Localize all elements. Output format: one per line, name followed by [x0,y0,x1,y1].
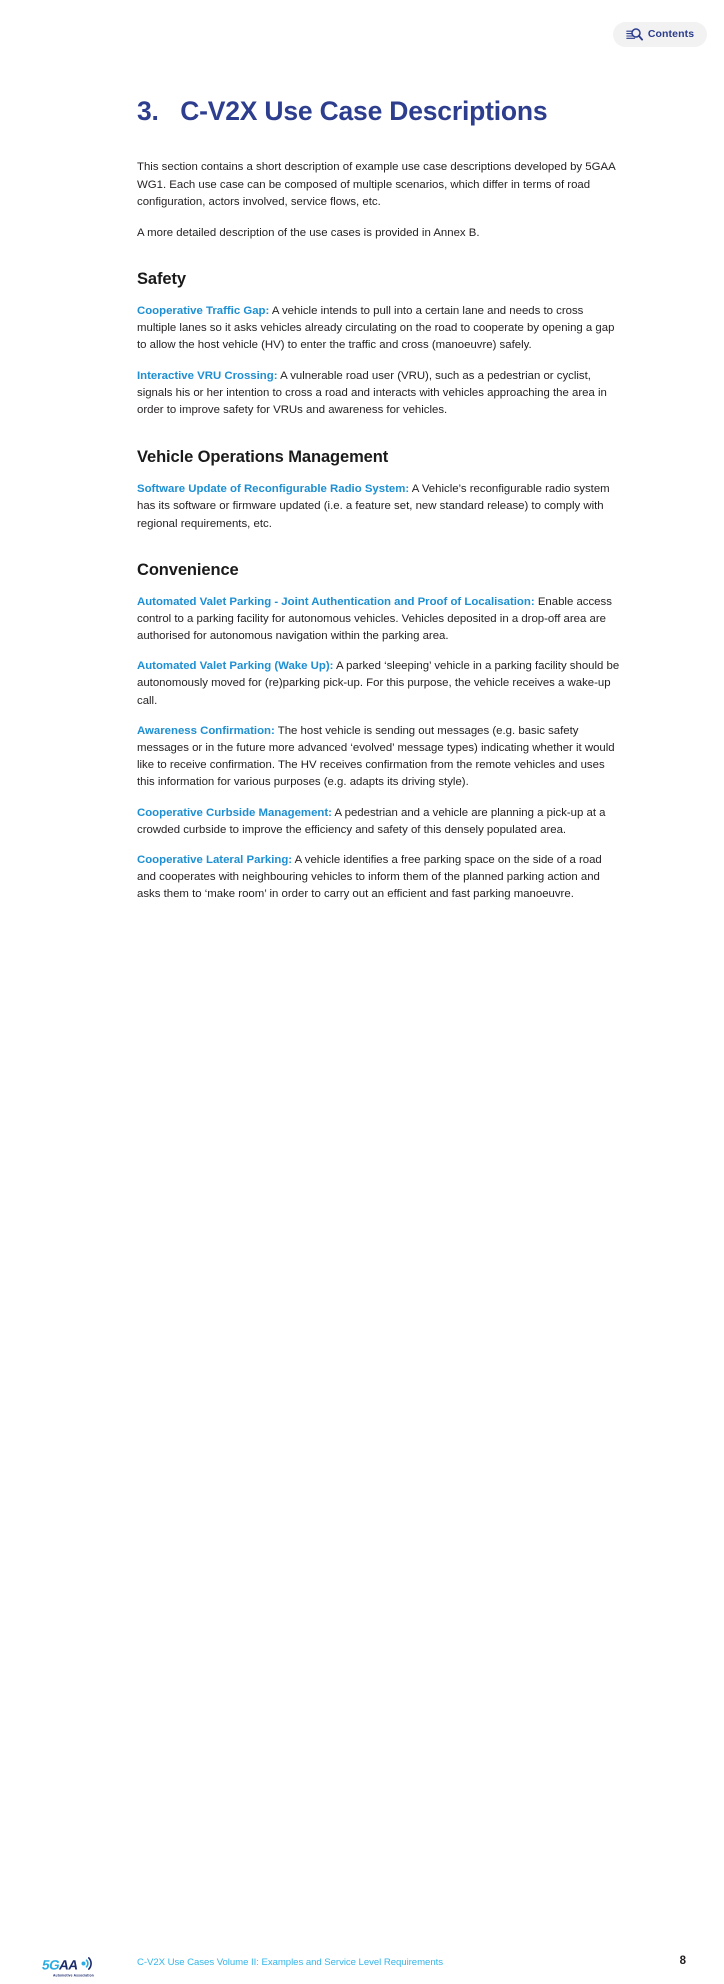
use-case-label: Automated Valet Parking - Joint Authentication and Proof of Localisation: [137,595,535,608]
svg-text:Automotive Association: Automotive Association [53,1973,94,1978]
use-case-text: A vehicle intends to pull into a certain lane and needs to cross multiple lanes so it asks vehicles already circulating on the road to cooperate by opening a gap to allow the host vehicle (HV) to enter the traffic and cross (manoeuvre) safely. [137,305,615,352]
page-footer [0,975,724,1978]
use-case-text: A vulnerable road user (VRU), such as a pedestrian or cyclist, signals his or her intention to cross a road and interacts with vehicles approaching the area in order to improve safety for VRUs and awareness for vehicles. [137,369,607,417]
use-case-awareness-confirmation [137,723,623,792]
use-case-text: Enable access control to a parking facility for autonomous vehicles. Vehicles deposited in a drop-off area are authorised for autonomous navigation within the parking area. [137,595,612,642]
intro-paragraph-1: This section contains a short description of example use case descriptions developed by 5GAA WG1. Each use case can be composed of multiple scenarios, which differ in terms of road configuration, actors involved, service flows, etc. [137,161,616,208]
section-heading-safety: Safety [137,270,186,289]
use-case-label: Interactive VRU Crossing: [137,369,278,382]
page-title: 3. C-V2X Use Case Descriptions [137,96,548,126]
section-heading-convenience: Convenience [137,560,239,579]
use-case-label: Awareness Confirmation: [137,724,275,737]
use-case-text: A parked ‘sleeping’ vehicle in a parking facility should be autonomously moved for (re)parking pick-up. For this purpose, the vehicle receives a wake-up call. [137,660,620,707]
use-case-automated-valet-parking-wake-up [137,658,623,710]
5gaa-logo [36,1955,106,1979]
use-case-cooperative-curbside-management [137,805,623,839]
contents-button[interactable] [613,22,707,47]
use-case-cooperative-lateral-parking [137,852,623,904]
use-case-software-update-reconfigurable-radio-system [137,481,623,533]
use-case-interactive-vru-crossing [137,368,623,420]
use-case-text: A Vehicle’s reconfigurable radio system has its software or firmware updated (i.e. a feature set, new standard release) to comply with regional requirements, etc. [137,483,610,530]
contents-button-label: Contents [647,28,695,41]
use-case-label: Software Update of Reconfigurable Radio System: [137,483,410,496]
page-number: 8 [679,1955,686,1967]
svg-text:AA: AA [57,1957,80,1973]
search-lines-icon [626,27,643,42]
footer-document-title: C-V2X Use Cases Volume II: Examples and Service Level Requirements [137,1957,443,1968]
use-case-text: A vehicle identifies a free parking space on the side of a road and cooperates with neighbouring vehicles to inform them of the planned parking action and asks them to ‘make room’ in order to carry out an efficient and fast parking manoeuvre. [137,853,602,901]
use-case-text: A pedestrian and a vehicle are planning a pick-up at a crowded curbside to improve the efficiency and safety of this densely populated area. [137,806,606,836]
use-case-text: The host vehicle is sending out messages (e.g. basic safety messages or in the future more advanced ‘evolved’ message types) indicating whether it would like to receive confirmation. The HV receives confirmation from the remote vehicles and uses this information for various purposes (e.g. adapts its driving style). [137,724,615,789]
use-case-label: Automated Valet Parking (Wake Up): [137,660,334,673]
use-case-cooperative-traffic-gap [137,303,623,355]
use-case-label: Cooperative Traffic Gap: [137,305,270,318]
svg-text:5G: 5G [40,1957,61,1973]
intro-paragraph-2: A more detailed description of the use cases is provided in Annex B. [137,227,480,240]
use-case-automated-valet-parking-joint-authentication [137,594,623,646]
use-case-label: Cooperative Lateral Parking: [137,853,293,866]
main-content [137,0,623,904]
use-case-label: Cooperative Curbside Management: [137,806,332,819]
section-heading-vehicle-operations-management: Vehicle Operations Management [137,448,389,467]
